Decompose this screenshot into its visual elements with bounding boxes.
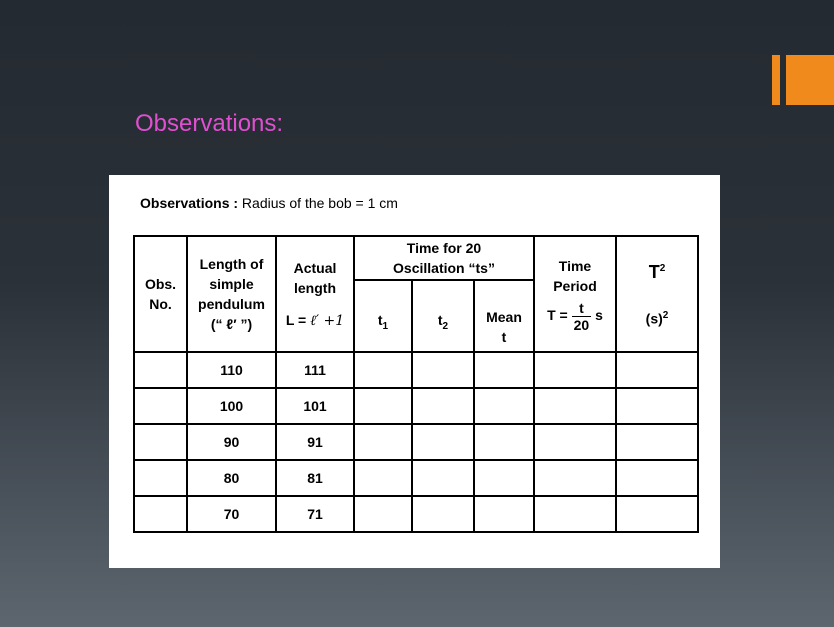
actual-length-cell: 81: [276, 460, 354, 496]
actual-length-cell: 111: [276, 352, 354, 388]
period-fraction: $\frac{t}{20}$: [573, 299, 590, 333]
header-t-squared: $T^2$ $(s)^2$: [616, 236, 698, 352]
table-caption: [140, 195, 398, 211]
actual-length-cell: 91: [276, 424, 354, 460]
caption-label: Observations :: [140, 195, 239, 211]
header-obs-no: Obs. No.: [134, 236, 187, 352]
slide-title: Observations:: [135, 110, 284, 137]
length-cell: 90: [187, 424, 276, 460]
table-row: [134, 352, 698, 388]
accent-bar-block: [786, 55, 834, 105]
header-mean: Mean t: [474, 280, 534, 352]
actual-length-cell: 71: [276, 496, 354, 532]
header-t2: $t_2$: [412, 280, 474, 352]
table-row: [134, 460, 698, 496]
length-cell: 80: [187, 460, 276, 496]
header-actual-length: Actual length L = ℓ′ +1: [276, 236, 354, 352]
length-cell: 100: [187, 388, 276, 424]
observation-table: [133, 235, 699, 533]
length-cell: 110: [187, 352, 276, 388]
table-row: [134, 424, 698, 460]
actual-length-cell: 101: [276, 388, 354, 424]
header-length: Length of simple pendulum (“ ℓ′ ”): [187, 236, 276, 352]
header-time-period: Time Period T = $\frac{t}{20}$ s: [534, 236, 616, 352]
header-t1: $t_1$: [354, 280, 412, 352]
table-row: [134, 388, 698, 424]
accent-bar-thin: [772, 55, 780, 105]
observations-panel: [109, 175, 720, 568]
caption-text: Radius of the bob = 1 cm: [241, 195, 398, 211]
header-time-for-20: Time for 20 Oscillation “ts”: [354, 236, 534, 280]
table-row: [134, 496, 698, 532]
length-cell: 70: [187, 496, 276, 532]
